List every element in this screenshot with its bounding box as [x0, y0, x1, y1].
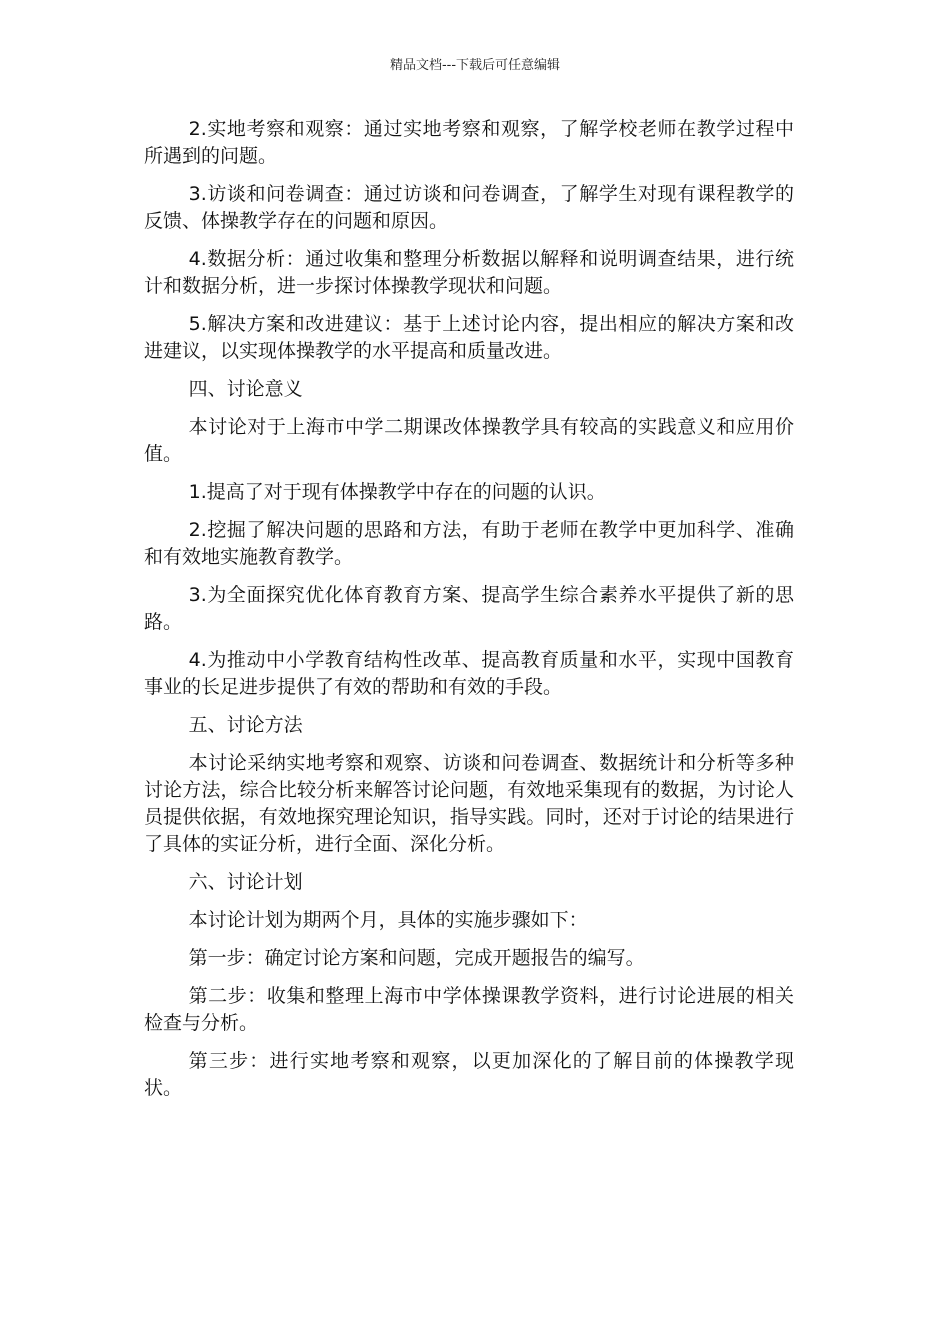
paragraph-method-3: 3.访谈和问卷调查：通过访谈和问卷调查，了解学生对现有课程教学的反馈、体操教学存在的问题和原因。	[144, 183, 794, 232]
paragraph-significance-4: 4.为推动中小学教育结构性改革、提高教育质量和水平，实现中国教育事业的长足进步提供了有效的帮助和有效的手段。	[144, 649, 794, 698]
paragraph-plan-step-1: 第一步：确定讨论方案和问题，完成开题报告的编写。	[188, 947, 645, 969]
paragraph-significance-1: 1.提高了对于现有体操教学中存在的问题的认识。	[188, 481, 606, 503]
document-body	[144, 116, 794, 1113]
paragraph-method-4: 4.数据分析：通过收集和整理分析数据以解释和说明调查结果，进行统计和数据分析，进一步探讨体操教学现状和问题。	[144, 248, 794, 297]
paragraph-method-2: 2.实地考察和观察：通过实地考察和观察，了解学校老师在教学过程中所遇到的问题。	[144, 118, 794, 167]
page-header: 精品文档---下载后可任意编辑	[389, 58, 561, 73]
paragraph-plan-intro: 本讨论计划为期两个月，具体的实施步骤如下：	[188, 909, 588, 931]
section-heading-plan: 六、讨论计划	[188, 871, 303, 893]
section-heading-significance: 四、讨论意义	[188, 378, 303, 400]
paragraph-significance-2: 2.挖掘了解决问题的思路和方法，有助于老师在教学中更加科学、准确和有效地实施教育教学。	[144, 519, 794, 568]
paragraph-plan-step-2: 第二步：收集和整理上海市中学体操课教学资料，进行讨论进展的相关检查与分析。	[144, 985, 794, 1034]
paragraph-significance-3: 3.为全面探究优化体育教育方案、提高学生综合素养水平提供了新的思路。	[144, 584, 794, 633]
paragraph-significance-intro: 本讨论对于上海市中学二期课改体操教学具有较高的实践意义和应用价值。	[144, 416, 794, 465]
paragraph-plan-step-3: 第三步：进行实地考察和观察，以更加深化的了解目前的体操教学现状。	[144, 1050, 794, 1099]
paragraph-method-5: 5.解决方案和改进建议：基于上述讨论内容，提出相应的解决方案和改进建议，以实现体操教学的水平提高和质量改进。	[144, 313, 794, 362]
section-heading-methods: 五、讨论方法	[188, 714, 303, 736]
paragraph-methods: 本讨论采纳实地考察和观察、访谈和问卷调查、数据统计和分析等多种讨论方法，综合比较分析来解答讨论问题，有效地采集现有的数据，为讨论人员提供依据，有效地探究理论知识，指导实践。同时，还对于讨论的结果进行了具体的实证分析，进行全面、深化分析。	[144, 752, 794, 855]
